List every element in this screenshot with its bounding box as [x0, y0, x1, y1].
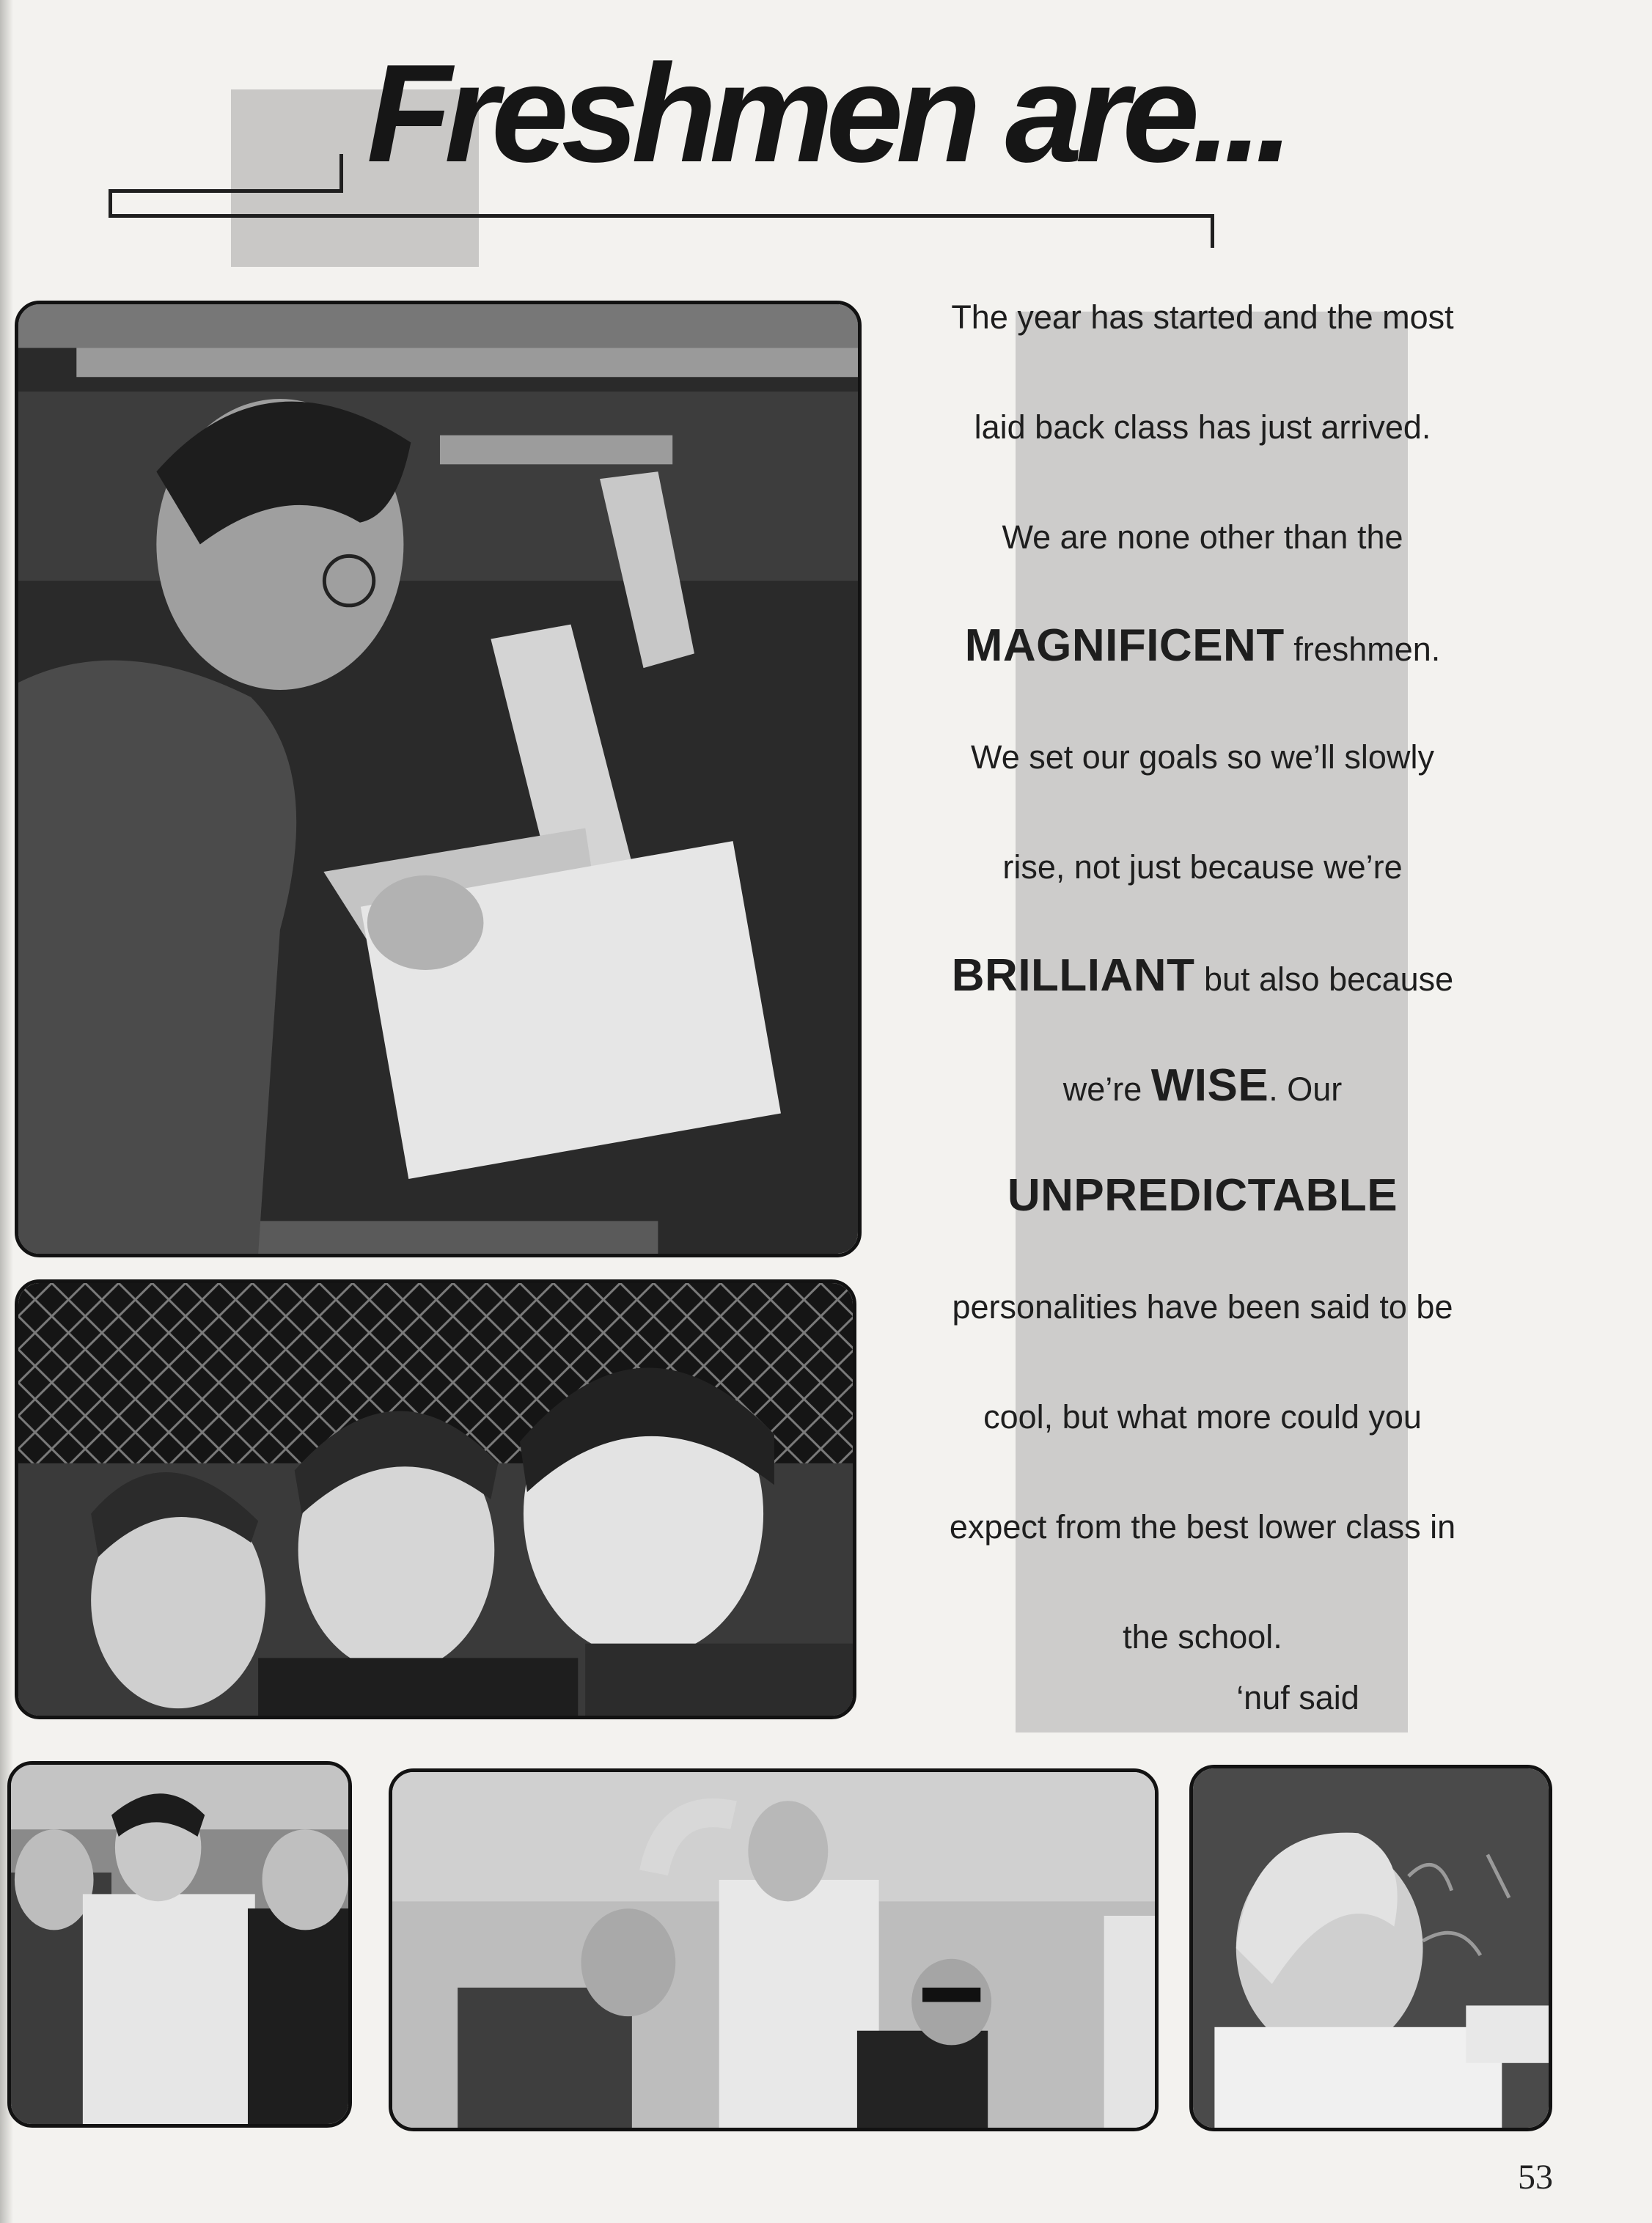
- story-text-run: We are none other than the: [1002, 518, 1403, 556]
- story-text-run: we’re: [1062, 1070, 1151, 1108]
- story-text-run: . Our: [1269, 1070, 1343, 1108]
- page-title: Freshmen are...: [367, 36, 1287, 191]
- story-line: [909, 408, 1496, 447]
- emphasis-word: BRILLIANT: [951, 950, 1195, 1001]
- story-line: [909, 1288, 1496, 1326]
- story-text-run: but also because: [1194, 960, 1454, 998]
- story-text-run: cool, but what more could you: [983, 1398, 1422, 1436]
- story-text-run: We set our goals so we’ll slowly: [971, 738, 1434, 776]
- photo-students-posing: [389, 1768, 1159, 2131]
- story-text-run: The year has started and the most: [951, 298, 1454, 336]
- title-rule-left-tick: [109, 192, 112, 218]
- photo-student-studying: [15, 301, 862, 1257]
- page-number: 53: [1518, 2158, 1553, 2197]
- story-line: [909, 1169, 1496, 1221]
- title-rule-right-tick: [1211, 214, 1214, 248]
- story-line: [909, 738, 1496, 776]
- emphasis-word: WISE: [1150, 1060, 1269, 1111]
- story-line: [909, 298, 1496, 337]
- story-line: [909, 620, 1496, 672]
- story-text-run: expect from the best lower class in: [949, 1508, 1456, 1546]
- title-rule-short: [109, 189, 343, 193]
- emphasis-word: UNPREDICTABLE: [1007, 1170, 1398, 1221]
- story-line: [909, 1508, 1496, 1546]
- story-line: [909, 518, 1496, 556]
- story-text-run: laid back class has just arrived.: [974, 408, 1431, 446]
- story-line: [909, 1059, 1496, 1112]
- story-text-run: ‘nuf said: [1236, 1679, 1359, 1716]
- story-text-run: personalities have been said to be: [952, 1288, 1453, 1326]
- story-line: [909, 1618, 1496, 1656]
- photo-boys-group: [7, 1761, 352, 2128]
- story-text-run: freshmen.: [1284, 631, 1441, 668]
- photo-girl-chalkboard: [1189, 1765, 1552, 2131]
- story-line: [1005, 1679, 1591, 1717]
- title-rule-short-tick: [339, 154, 343, 193]
- story-line: [909, 848, 1496, 886]
- story-text-run: rise, not just because we’re: [1002, 848, 1403, 886]
- photo-three-girls: [15, 1279, 856, 1719]
- emphasis-word: MAGNIFICENT: [964, 620, 1285, 671]
- story-line: [909, 949, 1496, 1002]
- title-rule-long: [109, 214, 1214, 218]
- story-text-run: the school.: [1123, 1618, 1282, 1656]
- story-line: [909, 1398, 1496, 1436]
